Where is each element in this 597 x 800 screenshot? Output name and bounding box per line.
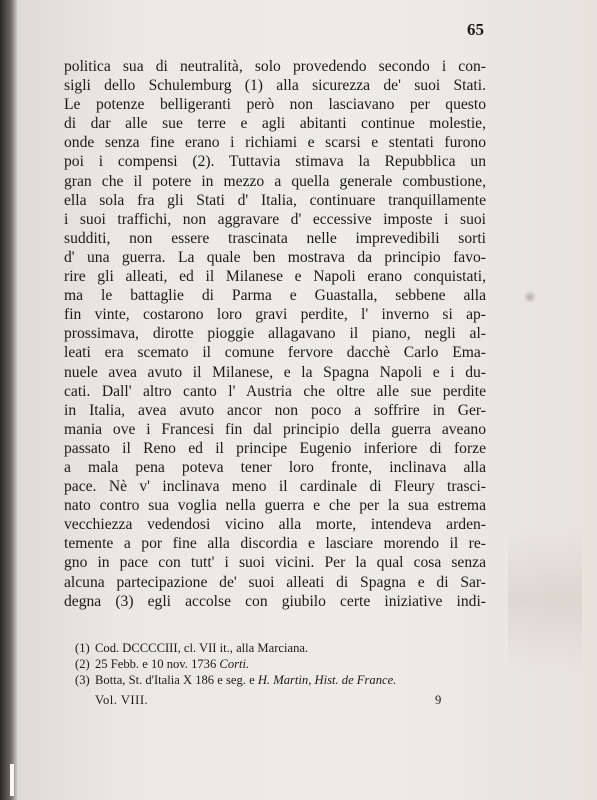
text-line: i suoi traffichi, non aggravare d' eccessive imposte i suoi [64, 210, 486, 228]
text-line: d' una guerra. La quale ben mostrava da principio favo- [64, 248, 486, 266]
volume-label: Vol. VIII. [95, 693, 149, 707]
text-line: mania ove i Francesi fin dal principio della guerra aveano [64, 420, 486, 438]
text-line: sudditi, non essere trascinata nelle imprevedibili sorti [64, 229, 486, 247]
text-line: sigli dello Schulemburg (1) alla sicurezza de' suoi Stati. [64, 77, 486, 95]
text-line: politica sua di neutralità, solo provedendo secondo i con- [64, 58, 486, 75]
text-line: nato contro sua voglia nella guerra e che per la sua estrema [64, 497, 486, 515]
text-line: onde senza fine erano i richiami e scarsi e stentati furono [64, 134, 486, 152]
footnote-text: Cod. DCCCCIII, cl. VII it., alla Marciana. [95, 641, 309, 655]
text-line: di dar alle sue terre e agli abitanti continue molestie, [64, 115, 486, 133]
text-line: poi i compensi (2). Tuttavia stimava la Repubblica un [64, 153, 486, 171]
gutter-mark [10, 764, 14, 796]
text-line: prossimava, dirotte pioggie allagavano il piano, negli al- [64, 325, 486, 343]
page-number: 65 [467, 20, 484, 39]
text-line: ella sola fra gli Stati d' Italia, continuare tranquillamente [64, 191, 486, 209]
text-line: in Italia, avea avuto ancor non poco a soffrire in Ger- [64, 401, 486, 419]
footnote-text: 25 Febb. e 10 nov. 1736 [95, 657, 220, 671]
text-line: Le potenze belligeranti però non lasciavano per questo [64, 96, 486, 114]
body-text [64, 57, 486, 611]
text-line: degna (3) egli accolse con giubilo certe iniziative indi- [64, 592, 486, 610]
text-line: fin vinte, costarono loro gravi perdite, l' inverno si ap- [64, 306, 486, 324]
footnote-mark: (3) [75, 673, 90, 687]
footnote-mark: (2) [75, 657, 90, 671]
footnote-italic-text: H. Martin, Hist. de France. [257, 673, 397, 687]
text-line: rire gli alleati, ed il Milanese e Napoli erano conquistati, [64, 268, 486, 286]
footnote-italic-text: Corti. [219, 657, 250, 671]
text-line: gran che il potere in mezzo a quella generale combustione, [64, 172, 486, 190]
text-line: vecchiezza vedendosi vicino alla morte, intendeva arden- [64, 516, 486, 534]
paper-stain [524, 290, 536, 304]
footnote [75, 672, 487, 688]
text-line: cati. Dall' altro canto l' Austria che oltre alle sue perdite [64, 382, 486, 400]
footnote [75, 656, 487, 672]
footnote-mark: (1) [75, 641, 90, 655]
text-line: gno in pace con tutt' i suoi vicini. Per la qual cosa senza [64, 554, 486, 572]
text-line: alcuna partecipazione de' suoi alleati di Spagna e di Sar- [64, 573, 486, 591]
text-line: temente a por fine alla discordia e lasciare morendo il re- [64, 535, 486, 553]
text-line: pace. Nè v' inclinava meno il cardinale di Fleury trasci- [64, 478, 486, 496]
text-line: nuele avea avuto il Milanese, e la Spagna Napoli e i du- [64, 363, 486, 381]
ink-bleed-through [508, 530, 582, 670]
text-line: leati era scemato il comune fervore dacchè Carlo Ema- [64, 344, 486, 362]
signature-number: 9 [435, 693, 442, 707]
footnote [75, 640, 487, 656]
page-gutter-shadow [0, 0, 18, 800]
text-line: a mala pena poteva tener loro fronte, inclinava alla [64, 458, 486, 476]
text-line: ma le battaglie di Parma e Guastalla, sebbene alla [64, 287, 486, 305]
footnote-text: Botta, St. d'Italia X 186 e seg. e [95, 673, 258, 687]
footnotes [75, 640, 487, 688]
text-line: passato il Reno ed il principe Eugenio inferiore di forze [64, 439, 486, 457]
